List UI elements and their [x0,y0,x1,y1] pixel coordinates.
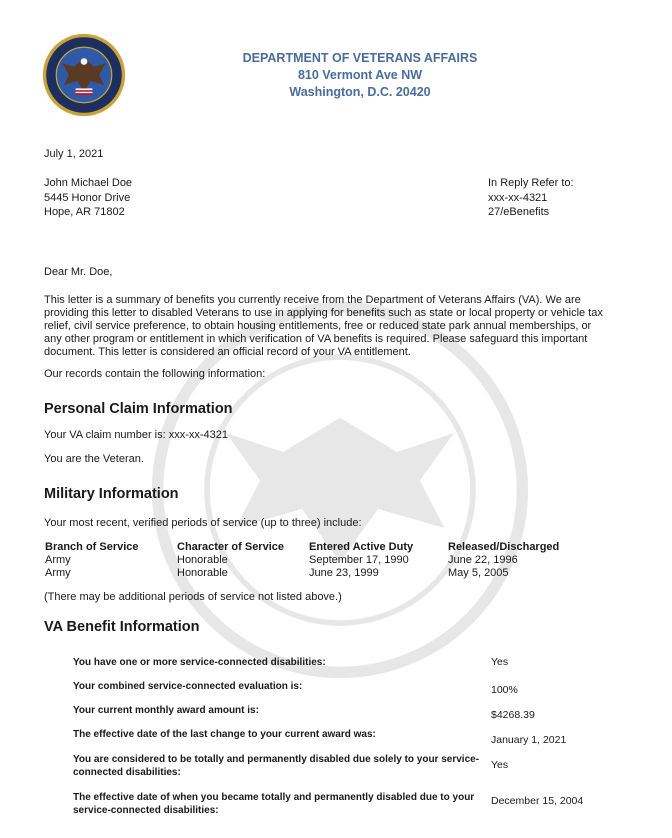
veteran-status-text: You are the Veteran. [44,453,144,465]
claim-number-text: Your VA claim number is: xxx-xx-4321 [44,429,229,441]
released-cell: May 5, 2005 [448,567,509,579]
department-city: Washington, D.C. 20420 [289,85,431,99]
benefit-value: Yes [491,759,509,771]
benefit-label: Your current monthly award amount is: [73,705,259,716]
recipient-city: Hope, AR 71802 [44,206,125,218]
character-cell: Honorable [177,554,228,566]
benefit-label-line: The effective date of when you became totally and permanently disabled due to your [73,792,475,803]
department-address: 810 Vermont Ave NW [297,68,423,82]
column-header: Character of Service [177,541,284,553]
benefit-label-line: connected disabilities: [73,767,181,778]
military-intro: Your most recent, verified periods of service (up to three) include: [44,517,362,529]
recipient-address [44,176,132,220]
recipient-street: 5445 Honor Drive [44,191,131,204]
reply-code: 27/eBenefits [488,206,550,218]
character-cell: Honorable [177,567,228,579]
entered-cell: June 23, 1999 [309,567,379,579]
salutation: Dear Mr. Doe, [44,266,113,278]
benefit-label-line: You are considered to be totally and permanently disabled due solely to your service- [73,754,480,765]
intro-line: relief, civil service preference, to obtain housing entitlements, free or reduced state park annual memberships, or [44,320,592,332]
benefit-label-line: service-connected disabilities: [73,805,219,816]
benefit-label: The effective date of the last change to your current award was: [73,729,376,740]
recipient-name: John Michael Doe [44,177,133,189]
column-header: Entered Active Duty [309,541,414,553]
benefit-value: January 1, 2021 [491,734,567,746]
entered-cell: September 17, 1990 [309,554,409,566]
personal-claim-heading: Personal Claim Information [44,401,233,417]
reply-file-number: xxx-xx-4321 [488,191,548,204]
intro-line: providing this letter to disabled Veterans to use in applying for benefits such as state or local property or vehicle tax [44,307,603,319]
released-cell: June 22, 1996 [448,554,518,566]
benefit-value: December 15, 2004 [491,795,584,807]
benefit-label [73,791,483,817]
intro-line: any other program or entitlement in which verification of VA benefits is required. Please safeguard this important [44,333,588,345]
department-name: DEPARTMENT OF VETERANS AFFAIRS [242,51,478,65]
benefit-value: 100% [491,684,518,696]
intro-line: This letter is a summary of benefits you currently receive from the Department of Veterans Affairs (VA). We are [44,294,581,306]
benefit-label: You have one or more service-connected disabilities: [73,657,326,668]
benefit-label: Your combined service-connected evaluation is: [73,681,303,692]
records-intro: Our records contain the following information: [44,368,266,380]
reply-label: In Reply Refer to: [488,177,574,189]
column-header: Branch of Service [45,541,139,553]
military-heading: Military Information [44,486,179,502]
intro-paragraph [44,294,644,359]
service-note: (There may be additional periods of service not listed above.) [44,591,342,603]
column-header: Released/Discharged [448,541,560,553]
benefit-label [73,753,483,779]
benefit-value: Yes [491,656,509,668]
benefit-heading: VA Benefit Information [44,619,200,635]
letterhead [170,50,550,101]
intro-line: document. This letter is considered an official record of your VA entitlement. [44,346,411,358]
branch-cell: Army [45,567,71,579]
reply-reference [488,176,574,220]
letter-date: July 1, 2021 [44,148,104,160]
va-seal-logo [42,33,126,117]
benefit-value: $4268.39 [491,709,535,721]
branch-cell: Army [45,554,71,566]
